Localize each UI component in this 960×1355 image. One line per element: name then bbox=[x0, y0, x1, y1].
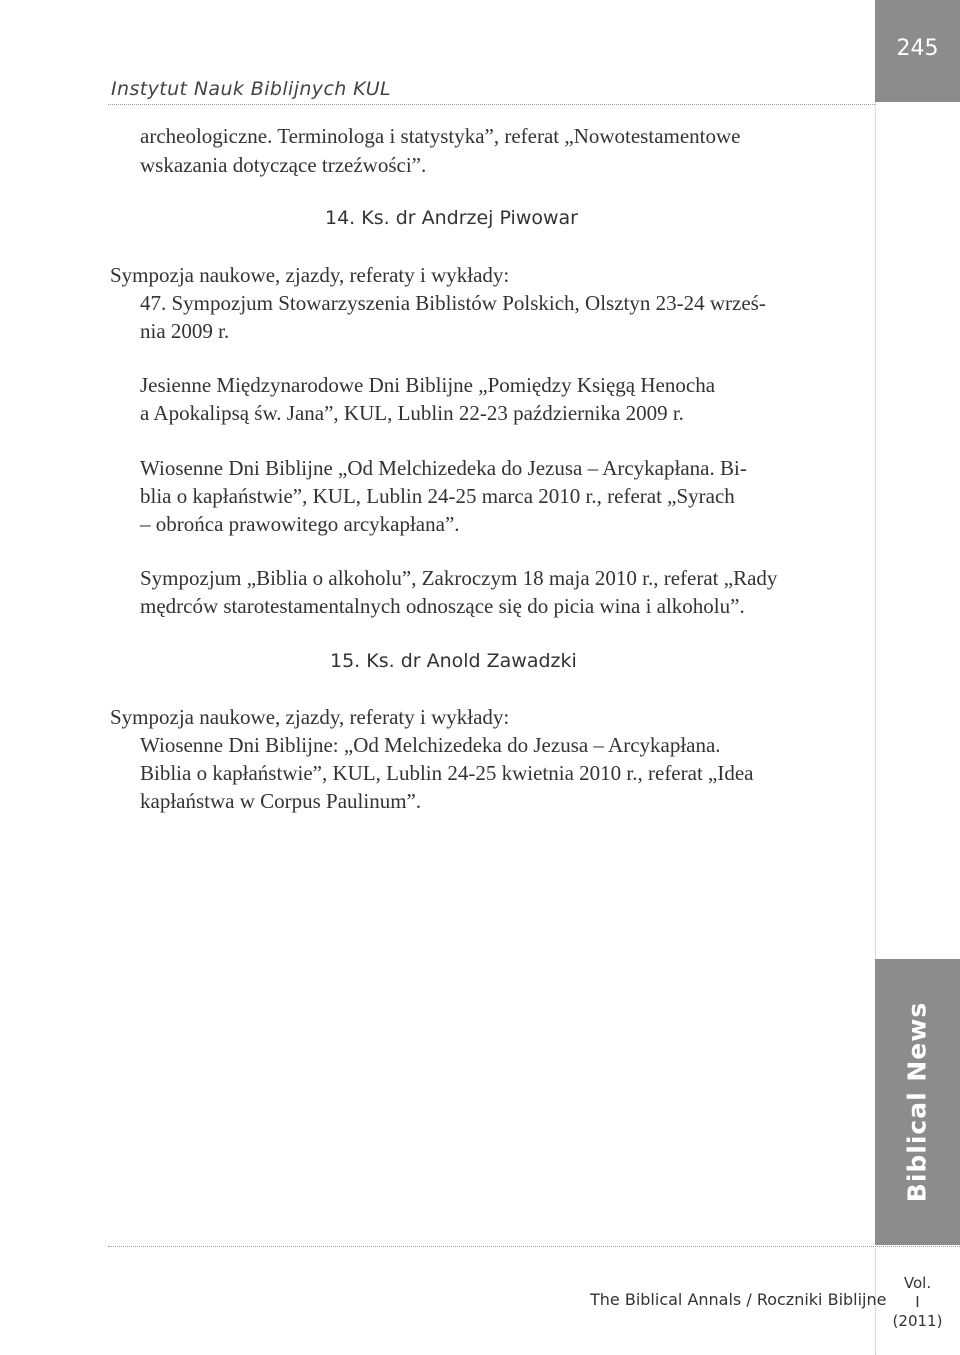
list-item: Wiosenne Dni Biblijne „Od Melchizedeka do Jezusa – Arcykapłana. Bi- bbox=[140, 456, 747, 480]
section-15-heading: 15. Ks. dr Anold Zawadzki bbox=[330, 650, 577, 672]
intro-line-2: wskazania dotyczące trzeźwości”. bbox=[140, 153, 427, 177]
list-item: mędrców starotestamentalnych odnoszące się do picia wina i alkoholu”. bbox=[140, 594, 745, 618]
list-item: a Apokalipsą św. Jana”, KUL, Lublin 22-23 października 2009 r. bbox=[140, 401, 684, 425]
page-number: 245 bbox=[896, 36, 939, 61]
section-15-subheading: Sympozja naukowe, zjazdy, referaty i wykłady: bbox=[110, 705, 510, 729]
header-rule bbox=[108, 104, 875, 105]
volume-label: Vol. bbox=[903, 1274, 932, 1292]
list-item: Jesienne Międzynarodowe Dni Biblijne „Pomiędzy Księgą Henocha bbox=[140, 373, 716, 397]
list-item: Biblia o kapłaństwie”, KUL, Lublin 24-25 kwietnia 2010 r., referat „Idea bbox=[140, 761, 754, 785]
list-item: Wiosenne Dni Biblijne: „Od Melchizedeka do Jezusa – Arcykapłana. bbox=[140, 733, 721, 757]
footer-rule bbox=[108, 1246, 960, 1247]
section-14-heading: 14. Ks. dr Andrzej Piwowar bbox=[325, 207, 578, 229]
list-item: – obrońca prawowitego arcykapłana”. bbox=[140, 512, 460, 536]
list-item: blia o kapłaństwie”, KUL, Lublin 24-25 marca 2010 r., referat „Syrach bbox=[140, 484, 735, 508]
list-item: Sympozjum „Biblia o alkoholu”, Zakroczym 18 maja 2010 r., referat „Rady bbox=[140, 566, 778, 590]
list-item: 47. Sympozjum Stowarzyszenia Biblistów Polskich, Olsztyn 23-24 wrześ- bbox=[140, 291, 766, 315]
running-title: Instytut Nauk Biblijnych KUL bbox=[111, 78, 392, 100]
journal-title: The Biblical Annals / Roczniki Biblijne bbox=[590, 1290, 887, 1309]
volume-year: (2011) bbox=[892, 1312, 943, 1330]
intro-line-1: archeologiczne. Terminologa i statystyka”, referat „Nowotestamentowe bbox=[140, 124, 741, 148]
section-label: Biblical News bbox=[902, 1001, 932, 1203]
list-item: kapłaństwa w Corpus Paulinum”. bbox=[140, 789, 422, 813]
section-14-subheading: Sympozja naukowe, zjazdy, referaty i wykłady: bbox=[110, 263, 510, 287]
list-item: nia 2009 r. bbox=[140, 319, 230, 343]
volume-number: I bbox=[915, 1293, 920, 1311]
